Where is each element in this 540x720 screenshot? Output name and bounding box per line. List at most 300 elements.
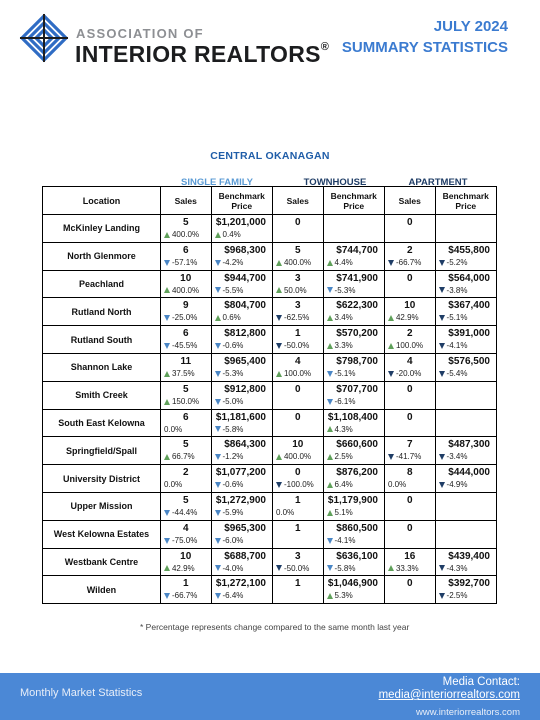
value-th-sales: 1 <box>294 522 301 534</box>
value-ap-sales: 2 <box>406 244 413 256</box>
change-th-sales <box>276 452 311 461</box>
cell-sf-price <box>212 576 273 603</box>
change-sf-price <box>215 258 244 267</box>
change-text: -5.4% <box>446 368 468 378</box>
cell-ap-sales <box>385 243 436 270</box>
value-ap-price: $576,500 <box>448 355 490 367</box>
arrow-down-icon <box>215 510 221 516</box>
footnote: * Percentage represents change compared to the same month last year <box>140 622 410 632</box>
arrow-down-icon <box>439 482 445 488</box>
value-sf-sales: 4 <box>182 522 189 534</box>
arrow-down-icon <box>215 538 221 544</box>
arrow-down-icon <box>439 371 445 377</box>
value-th-sales: 0 <box>294 383 301 395</box>
cell-sf-price <box>212 326 273 353</box>
change-sf-price <box>215 452 244 461</box>
cell-th-price <box>324 354 385 381</box>
value-th-sales: 1 <box>294 328 301 340</box>
arrow-down-icon <box>215 426 221 432</box>
cell-location: South East Kelowna <box>43 410 161 437</box>
cell-ap-price <box>436 549 496 576</box>
value-th-sales: 3 <box>294 272 301 284</box>
arrow-down-icon <box>439 565 445 571</box>
change-sf-price <box>215 480 244 489</box>
cell-sf-sales <box>161 493 212 520</box>
table-row <box>43 576 496 603</box>
change-sf-price <box>215 397 244 406</box>
change-ap-price <box>439 452 468 461</box>
change-sf-price <box>215 341 244 350</box>
change-text: 0.0% <box>163 480 183 490</box>
group-single-family: SINGLE FAMILY <box>181 177 253 188</box>
cell-location: Westbank Centre <box>43 549 161 576</box>
arrow-down-icon <box>327 371 333 377</box>
change-text: 400.0% <box>283 452 312 462</box>
change-sf-sales <box>164 313 197 322</box>
value-ap-price: $455,800 <box>448 244 490 256</box>
change-text: -5.1% <box>334 368 356 378</box>
change-text: -4.3% <box>446 563 468 573</box>
cell-sf-sales <box>161 354 212 381</box>
cell-ap-sales <box>385 410 436 437</box>
arrow-down-icon <box>439 343 445 349</box>
arrow-down-icon <box>388 260 394 266</box>
logo-brand-name: INTERIOR REALTORS® <box>75 41 330 67</box>
change-text: -1.2% <box>222 452 244 462</box>
change-th-price <box>327 397 356 406</box>
value-sf-sales: 1 <box>182 578 189 590</box>
arrow-up-icon <box>327 426 333 432</box>
website-link[interactable]: www.interiorrealtors.com <box>416 707 520 718</box>
footer-bar <box>0 673 540 720</box>
arrow-up-icon <box>276 454 282 460</box>
cell-th-sales <box>273 271 324 298</box>
cell-ap-sales <box>385 576 436 603</box>
value-th-price: $744,700 <box>336 244 378 256</box>
value-sf-price: $965,300 <box>224 522 266 534</box>
arrow-down-icon <box>215 343 221 349</box>
value-sf-price: $968,300 <box>224 244 266 256</box>
value-th-price: $622,300 <box>336 300 378 312</box>
change-text: -4.0% <box>222 563 244 573</box>
change-text: -5.9% <box>222 507 244 517</box>
arrow-up-icon <box>164 232 170 238</box>
value-sf-sales: 11 <box>180 355 192 367</box>
change-th-sales <box>276 369 311 378</box>
arrow-down-icon <box>276 482 282 488</box>
association-logo <box>18 12 338 67</box>
arrow-down-icon <box>276 343 282 349</box>
cell-ap-sales <box>385 549 436 576</box>
arrow-up-icon <box>164 399 170 405</box>
arrow-down-icon <box>215 454 221 460</box>
arrow-down-icon <box>164 260 170 266</box>
value-sf-price: $1,272,900 <box>215 494 266 506</box>
change-text: -3.8% <box>446 285 468 295</box>
cell-ap-price <box>436 326 496 353</box>
change-text: -5.3% <box>222 368 244 378</box>
cell-ap-price <box>436 215 496 242</box>
arrow-down-icon <box>439 454 445 460</box>
header-th-sales: Sales <box>273 187 324 214</box>
value-th-price: $636,100 <box>336 550 378 562</box>
change-text: 0.6% <box>222 313 241 323</box>
cell-th-sales <box>273 298 324 325</box>
cell-sf-sales <box>161 549 212 576</box>
footer-label: Monthly Market Statistics <box>20 687 143 699</box>
change-text: -5.0% <box>222 396 244 406</box>
change-text: -4.9% <box>446 480 468 490</box>
change-sf-sales <box>164 564 195 573</box>
change-ap-sales <box>388 480 406 489</box>
cell-sf-sales <box>161 243 212 270</box>
cell-sf-sales <box>161 382 212 409</box>
cell-ap-price <box>436 298 496 325</box>
value-ap-sales: 0 <box>406 522 413 534</box>
value-sf-price: $965,400 <box>224 355 266 367</box>
table-row <box>43 215 496 243</box>
value-sf-price: $912,800 <box>224 383 266 395</box>
header-sf-price: Benchmark Price <box>212 187 273 214</box>
change-text: 50.0% <box>283 285 307 295</box>
value-sf-sales: 5 <box>182 217 189 228</box>
change-sf-sales <box>164 536 197 545</box>
value-sf-price: $1,077,200 <box>215 467 266 479</box>
cell-ap-price <box>436 382 496 409</box>
change-text: -3.4% <box>446 452 468 462</box>
table-row <box>43 549 496 577</box>
cell-sf-sales <box>161 521 212 548</box>
change-text: -0.6% <box>222 341 244 351</box>
change-text: -5.1% <box>446 313 468 323</box>
group-apartment: APARTMENT <box>408 177 468 188</box>
change-text: 3.4% <box>334 313 353 323</box>
cell-sf-sales <box>161 465 212 492</box>
change-text: 6.4% <box>334 480 353 490</box>
cell-sf-sales <box>161 437 212 464</box>
change-text: 4.4% <box>334 257 353 267</box>
value-th-price: $860,500 <box>336 522 378 534</box>
change-sf-price <box>215 230 241 239</box>
change-sf-price <box>215 286 244 295</box>
report-subtitle: SUMMARY STATISTICS <box>341 39 508 56</box>
change-text: 3.3% <box>334 341 353 351</box>
cell-location: North Glenmore <box>43 243 161 270</box>
cell-sf-sales <box>161 326 212 353</box>
cell-sf-price <box>212 215 273 242</box>
change-th-price <box>327 313 353 322</box>
change-ap-sales <box>388 564 419 573</box>
value-sf-sales: 5 <box>182 494 189 506</box>
arrow-down-icon <box>164 510 170 516</box>
cell-th-sales <box>273 521 324 548</box>
cell-th-price <box>324 493 385 520</box>
cell-ap-price <box>436 493 496 520</box>
change-th-sales <box>276 313 309 322</box>
cell-th-price <box>324 215 385 242</box>
cell-ap-sales <box>385 354 436 381</box>
change-text: 5.1% <box>334 507 353 517</box>
cell-sf-price <box>212 437 273 464</box>
cell-location: Springfield/Spall <box>43 437 161 464</box>
cell-ap-sales <box>385 271 436 298</box>
value-sf-sales: 5 <box>182 439 189 451</box>
change-text: -4.1% <box>334 535 356 545</box>
cell-ap-sales <box>385 326 436 353</box>
cell-ap-sales <box>385 437 436 464</box>
change-sf-price <box>215 564 244 573</box>
value-th-sales: 1 <box>294 494 301 506</box>
arrow-up-icon <box>215 315 221 321</box>
change-sf-sales <box>164 369 195 378</box>
change-th-sales <box>276 286 307 295</box>
change-text: -2.5% <box>446 591 468 601</box>
arrow-up-icon <box>327 343 333 349</box>
value-th-sales: 0 <box>294 467 301 479</box>
value-ap-sales: 16 <box>404 550 416 562</box>
value-sf-sales: 5 <box>182 383 189 395</box>
change-sf-sales <box>164 397 199 406</box>
change-sf-price <box>215 536 244 545</box>
cell-th-sales <box>273 326 324 353</box>
change-ap-price <box>439 313 468 322</box>
arrow-down-icon <box>327 538 333 544</box>
change-sf-sales <box>164 258 197 267</box>
table-row <box>43 298 496 326</box>
cell-sf-price <box>212 243 273 270</box>
arrow-down-icon <box>439 315 445 321</box>
arrow-down-icon <box>215 399 221 405</box>
change-ap-price <box>439 591 468 600</box>
change-th-price <box>327 536 356 545</box>
arrow-up-icon <box>327 482 333 488</box>
arrow-down-icon <box>215 260 221 266</box>
change-text: -5.8% <box>334 563 356 573</box>
cell-th-price <box>324 382 385 409</box>
cell-ap-price <box>436 354 496 381</box>
cell-th-sales <box>273 493 324 520</box>
value-ap-price: $564,000 <box>448 272 490 284</box>
cell-location: Upper Mission <box>43 493 161 520</box>
change-sf-sales <box>164 508 197 517</box>
arrow-down-icon <box>388 454 394 460</box>
change-th-price <box>327 341 353 350</box>
arrow-down-icon <box>439 260 445 266</box>
cell-th-sales <box>273 243 324 270</box>
cell-sf-price <box>212 493 273 520</box>
value-ap-sales: 10 <box>404 300 416 312</box>
cell-ap-sales <box>385 521 436 548</box>
change-sf-sales <box>164 230 199 239</box>
cell-ap-sales <box>385 465 436 492</box>
header-ap-price: Benchmark Price <box>442 190 489 211</box>
change-ap-sales <box>388 313 419 322</box>
change-text: 0.0% <box>387 480 407 490</box>
stats-table <box>42 186 497 604</box>
cell-th-price <box>324 243 385 270</box>
change-text: -6.4% <box>222 591 244 601</box>
change-ap-price <box>439 480 468 489</box>
cell-ap-price <box>436 243 496 270</box>
change-text: -5.2% <box>446 257 468 267</box>
value-sf-price: $1,272,100 <box>215 578 266 590</box>
cell-th-sales <box>273 576 324 603</box>
cell-sf-price <box>212 410 273 437</box>
cell-sf-sales <box>161 410 212 437</box>
cell-sf-sales <box>161 271 212 298</box>
arrow-down-icon <box>327 287 333 293</box>
cell-sf-price <box>212 382 273 409</box>
table-row <box>43 326 496 354</box>
table-row <box>43 271 496 299</box>
arrow-up-icon <box>164 565 170 571</box>
change-text: -5.5% <box>222 285 244 295</box>
value-sf-sales: 6 <box>182 244 189 256</box>
cell-sf-sales <box>161 298 212 325</box>
change-sf-sales <box>164 480 182 489</box>
cell-ap-price <box>436 521 496 548</box>
table-row <box>43 354 496 382</box>
arrow-down-icon <box>215 287 221 293</box>
change-text: 400.0% <box>171 230 200 239</box>
cell-th-sales <box>273 549 324 576</box>
value-sf-price: $864,300 <box>224 439 266 451</box>
change-text: 100.0% <box>395 341 424 351</box>
value-th-price: $660,600 <box>336 439 378 451</box>
arrow-down-icon <box>327 399 333 405</box>
change-ap-sales <box>388 452 421 461</box>
change-text: -20.0% <box>395 368 422 378</box>
value-sf-price: $1,201,000 <box>215 217 266 228</box>
value-ap-sales: 0 <box>406 272 413 284</box>
value-th-sales: 0 <box>294 411 301 423</box>
media-email-link[interactable]: media@interiorrealtors.com <box>378 689 520 701</box>
value-sf-price: $812,800 <box>224 328 266 340</box>
change-text: 400.0% <box>283 257 312 267</box>
change-text: -100.0% <box>283 480 314 490</box>
cell-ap-sales <box>385 382 436 409</box>
change-text: 100.0% <box>283 368 312 378</box>
value-ap-sales: 0 <box>406 494 413 506</box>
value-ap-price: $391,000 <box>448 328 490 340</box>
arrow-down-icon <box>276 315 282 321</box>
cell-sf-price <box>212 271 273 298</box>
header-th-price: Benchmark Price <box>324 187 385 214</box>
change-text: -66.7% <box>395 257 422 267</box>
cell-sf-price <box>212 549 273 576</box>
cell-ap-sales <box>385 493 436 520</box>
change-text: -6.1% <box>334 396 356 406</box>
change-text: 0.0% <box>275 507 295 517</box>
cell-ap-sales <box>385 215 436 242</box>
value-sf-price: $688,700 <box>224 550 266 562</box>
value-th-price: $707,700 <box>336 383 378 395</box>
arrow-up-icon <box>215 232 221 238</box>
cell-ap-price <box>436 437 496 464</box>
value-th-sales: 3 <box>294 550 301 562</box>
change-text: 0.0% <box>163 424 183 434</box>
change-text: -4.2% <box>222 257 244 267</box>
logo-mark-icon <box>18 12 70 64</box>
cell-location: Smith Creek <box>43 382 161 409</box>
change-sf-sales <box>164 452 195 461</box>
value-sf-sales: 6 <box>182 328 189 340</box>
cell-sf-sales <box>161 576 212 603</box>
change-th-price <box>327 452 353 461</box>
value-ap-price: $439,400 <box>448 550 490 562</box>
cell-th-sales <box>273 382 324 409</box>
cell-th-sales <box>273 465 324 492</box>
arrow-down-icon <box>388 371 394 377</box>
change-text: -44.4% <box>171 507 198 517</box>
change-th-price <box>327 591 353 600</box>
cell-location: Peachland <box>43 271 161 298</box>
value-th-sales: 5 <box>294 244 301 256</box>
arrow-up-icon <box>276 260 282 266</box>
change-th-price <box>327 258 353 267</box>
change-sf-price <box>215 591 244 600</box>
arrow-down-icon <box>164 538 170 544</box>
cell-th-price <box>324 437 385 464</box>
change-text: -41.7% <box>395 452 422 462</box>
arrow-up-icon <box>327 260 333 266</box>
value-sf-sales: 6 <box>182 411 189 423</box>
value-th-sales: 10 <box>292 439 304 451</box>
change-text: -50.0% <box>283 563 310 573</box>
cell-th-price <box>324 326 385 353</box>
media-contact <box>379 676 520 702</box>
change-ap-price <box>439 369 468 378</box>
change-th-price <box>327 508 353 517</box>
value-ap-sales: 8 <box>406 467 413 479</box>
change-text: 0.4% <box>222 230 241 239</box>
arrow-up-icon <box>276 287 282 293</box>
value-ap-sales: 2 <box>406 328 413 340</box>
arrow-up-icon <box>327 454 333 460</box>
cell-ap-sales <box>385 298 436 325</box>
value-th-price: $741,900 <box>336 272 378 284</box>
cell-ap-price <box>436 271 496 298</box>
cell-location: McKinley Landing <box>43 215 161 242</box>
change-sf-price <box>215 369 244 378</box>
change-text: -45.5% <box>171 341 198 351</box>
change-sf-price <box>215 508 244 517</box>
change-text: -50.0% <box>283 341 310 351</box>
report-month: JULY 2024 <box>433 18 508 35</box>
value-ap-sales: 7 <box>406 439 413 451</box>
value-ap-price: $444,000 <box>448 467 490 479</box>
value-ap-sales: 0 <box>406 578 413 590</box>
arrow-up-icon <box>327 593 333 599</box>
value-th-sales: 0 <box>294 217 301 228</box>
change-th-price <box>327 564 356 573</box>
value-ap-sales: 0 <box>406 411 413 423</box>
cell-th-sales <box>273 354 324 381</box>
arrow-down-icon <box>215 593 221 599</box>
change-sf-sales <box>164 286 199 295</box>
arrow-down-icon <box>164 343 170 349</box>
cell-location: Rutland South <box>43 326 161 353</box>
value-ap-sales: 0 <box>406 383 413 395</box>
value-sf-price: $944,700 <box>224 272 266 284</box>
cell-location: Wilden <box>43 576 161 603</box>
arrow-down-icon <box>215 565 221 571</box>
cell-ap-price <box>436 465 496 492</box>
arrow-down-icon <box>327 565 333 571</box>
arrow-up-icon <box>388 343 394 349</box>
table-row <box>43 437 496 465</box>
cell-ap-price <box>436 576 496 603</box>
